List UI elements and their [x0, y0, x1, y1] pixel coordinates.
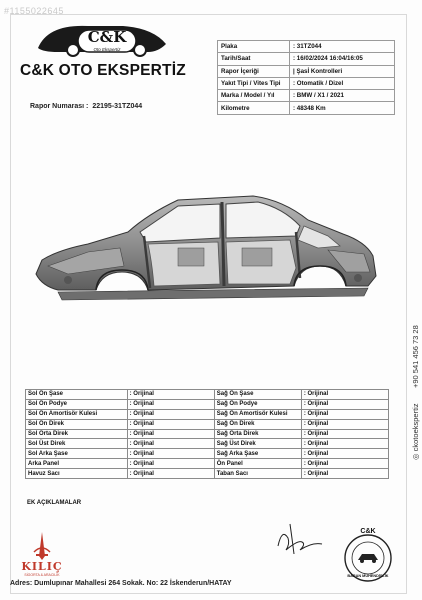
part-name-left: Sol Ön Amortisör Kulesi [26, 409, 128, 419]
part-status-left: : Orijinal [127, 409, 214, 419]
notes-label: EK AÇIKLAMALAR [27, 500, 82, 506]
vehicle-info-table [217, 40, 395, 115]
company-stamp [340, 528, 396, 584]
info-key: Plaka [218, 41, 290, 53]
signature [272, 520, 332, 565]
part-status-left: : Orijinal [127, 449, 214, 459]
stamp-top: C&K [360, 528, 376, 535]
info-key: Yakıt Tipi / Vites Tipi [218, 77, 290, 89]
info-value: | Şasİ Kontrolleri [290, 65, 395, 77]
part-status-left: : Orijinal [127, 439, 214, 449]
ck-logo [28, 18, 178, 60]
info-value: : 16/02/2024 16:04/16:05 [290, 53, 395, 65]
part-status-right: : Orijinal [301, 469, 388, 479]
part-name-left: Sol Orta Direk [26, 429, 128, 439]
part-name-left: Sol Ön Şase [26, 390, 128, 400]
parts-row [26, 449, 389, 459]
info-key: Marka / Model / Yıl [218, 90, 290, 102]
info-row [218, 77, 395, 89]
parts-row [26, 459, 389, 469]
watermark-id: #1155022645 [4, 6, 64, 16]
part-status-right: : Orijinal [301, 459, 388, 469]
address: Adres: Dumlupınar Mahallesi 264 Sokak. No: 22 İskenderun/HATAY [10, 580, 232, 587]
chassis-diagram [28, 186, 383, 324]
part-name-left: Sol Ön Direk [26, 419, 128, 429]
parts-row [26, 469, 389, 479]
part-name-right: Sağ Arka Şase [214, 449, 301, 459]
parts-row [26, 429, 389, 439]
logo-text: C&K [87, 28, 127, 46]
part-name-right: Sağ Üst Direk [214, 439, 301, 449]
part-name-right: Sağ Ön Amortisör Kulesi [214, 409, 301, 419]
info-row [218, 90, 395, 102]
part-status-right: : Orijinal [301, 429, 388, 439]
info-row [218, 53, 395, 65]
logo-subtitle: Oto Ekspertiz [93, 47, 121, 52]
part-status-left: : Orijinal [127, 390, 214, 400]
chassis-parts-table [25, 389, 389, 479]
info-value: : 31TZ044 [290, 41, 395, 53]
brand-title: C&K OTO EKSPERTİZ [20, 62, 186, 79]
part-status-right: : Orijinal [301, 409, 388, 419]
part-name-left: Sol Arka Şase [26, 449, 128, 459]
info-key: Rapor İçeriği [218, 65, 290, 77]
part-name-left: Sol Ön Podye [26, 399, 128, 409]
part-status-left: : Orijinal [127, 459, 214, 469]
report-number-label: Rapor Numarası : [30, 103, 89, 110]
part-status-left: : Orijinal [127, 399, 214, 409]
part-status-right: : Orijinal [301, 419, 388, 429]
part-status-left: : Orijinal [127, 429, 214, 439]
kilic-logo [12, 530, 72, 580]
part-name-right: Sağ Orta Direk [214, 429, 301, 439]
part-name-right: Taban Sacı [214, 469, 301, 479]
part-name-right: Sağ Ön Direk [214, 419, 301, 429]
parts-row [26, 439, 389, 449]
parts-row [26, 399, 389, 409]
parts-row [26, 419, 389, 429]
part-name-left: Arka Panel [26, 459, 128, 469]
part-status-right: : Orijinal [301, 439, 388, 449]
part-name-left: Havuz Sacı [26, 469, 128, 479]
info-value: : BMW / X1 / 2021 [290, 90, 395, 102]
side-phone: +90 541 456 73 28 [411, 325, 420, 388]
part-status-left: : Orijinal [127, 419, 214, 429]
kilic-name: KILIÇ [21, 560, 63, 573]
part-name-right: Sağ Ön Şase [214, 390, 301, 400]
info-key: Tarih/Saat [218, 53, 290, 65]
report-number-value: 22195-31TZ044 [92, 103, 143, 110]
info-row [218, 41, 395, 53]
side-instagram: ◎ ckotoekspertiz [411, 403, 420, 460]
part-name-right: Ön Panel [214, 459, 301, 469]
stamp-ring-text: BARAN MÜHENDİSLİK [347, 574, 389, 578]
part-status-right: : Orijinal [301, 399, 388, 409]
side-instagram-handle: ckotoekspertiz [411, 403, 420, 452]
part-status-left: : Orijinal [127, 469, 214, 479]
info-key: Kilometre [218, 102, 290, 114]
parts-row [26, 390, 389, 400]
info-row [218, 65, 395, 77]
part-name-right: Sağ Ön Podye [214, 399, 301, 409]
info-row [218, 102, 395, 114]
part-name-left: Sol Üst Direk [26, 439, 128, 449]
part-status-right: : Orijinal [301, 390, 388, 400]
info-value: : Otomatik / Dizel [290, 77, 395, 89]
kilic-sub: SİGORTA & ARACILIK [24, 573, 60, 577]
part-status-right: : Orijinal [301, 449, 388, 459]
report-number [30, 103, 142, 110]
parts-row [26, 409, 389, 419]
info-value: : 48348 Km [290, 102, 395, 114]
